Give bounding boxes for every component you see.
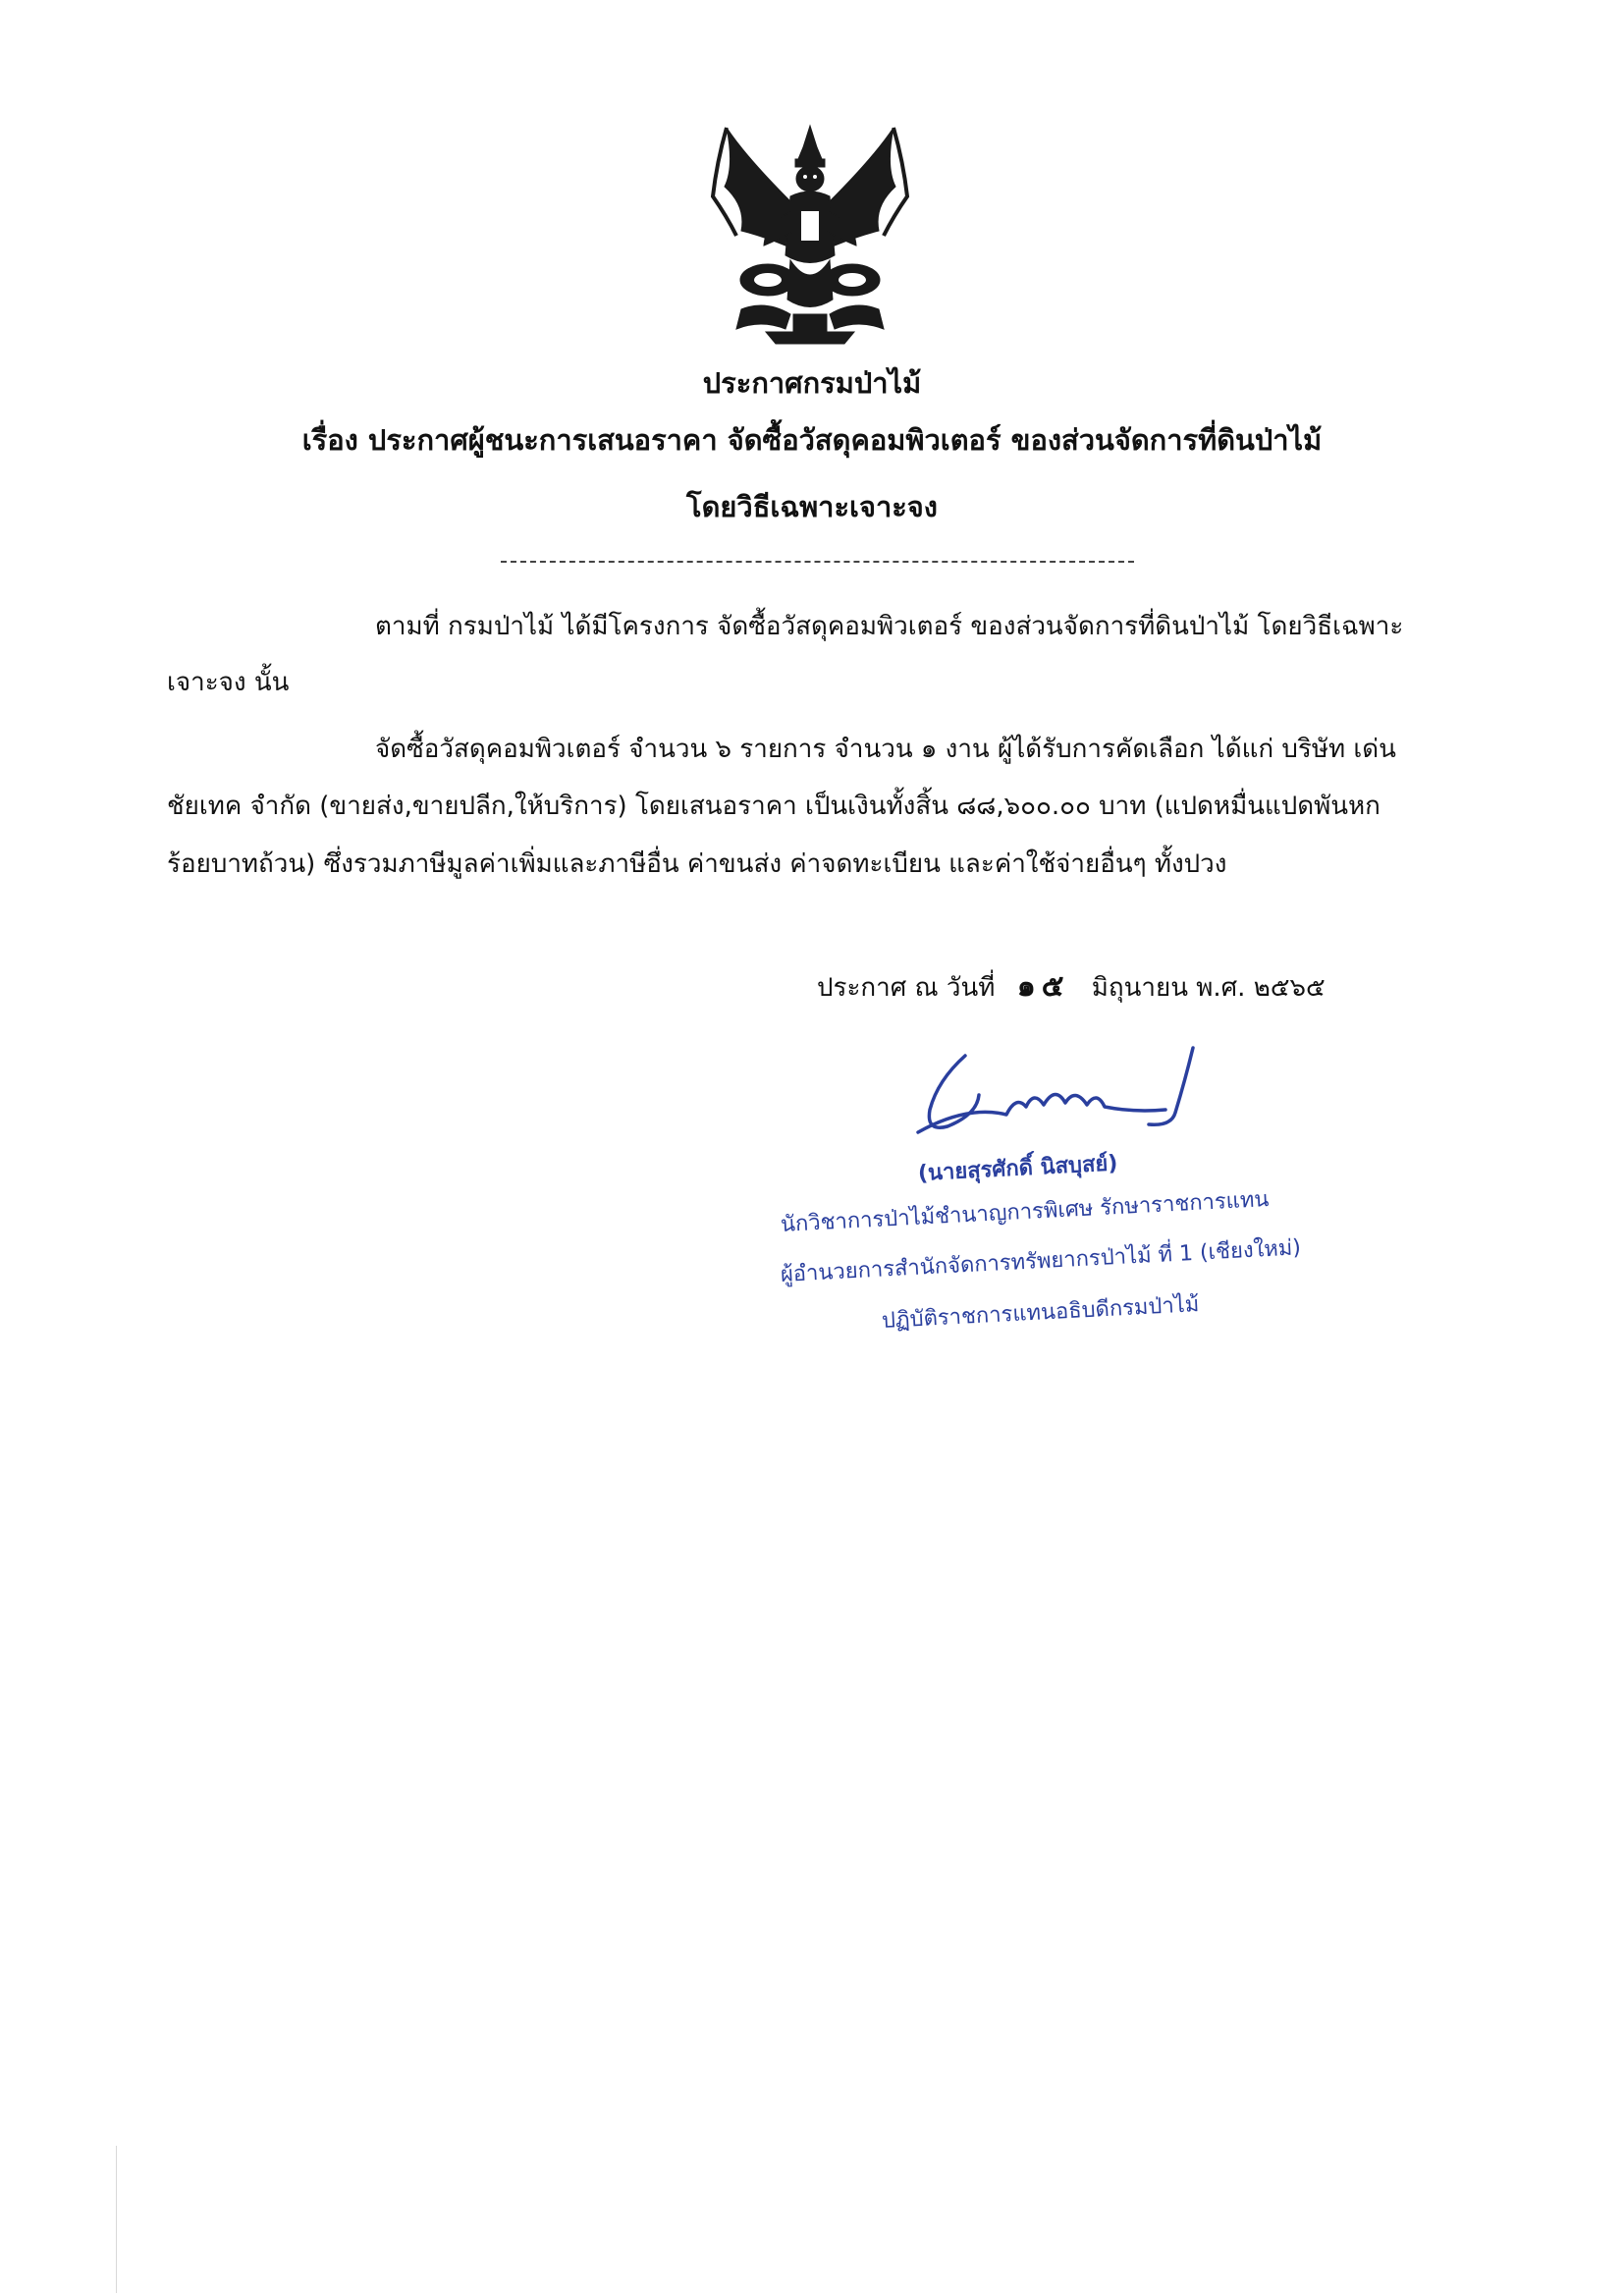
document-subject: เรื่อง ประกาศผู้ชนะการเสนอราคา จัดซื้อวัสดุคอมพิวเตอร์ ของส่วนจัดการที่ดินป่าไม้ (301, 423, 1323, 457)
date-month-year: มิถุนายน พ.ศ. ๒๕๖๕ (1091, 973, 1326, 1003)
paragraph-1-line-2: เจาะจง นั้น (167, 668, 290, 697)
header-divider (501, 561, 1134, 563)
garuda-emblem-icon (707, 118, 913, 349)
paragraph-2-line-2: ชัยเทค จำกัด (ขายส่ง,ขายปลีก,ให้บริการ) โดยเสนอราคา เป็นเงินทั้งสิ้น ๘๘,๖๐๐.๐๐ บาท (แปดหมื่นแปดพันหก (167, 792, 1380, 821)
announcement-date (817, 969, 1326, 1006)
paragraph-2-line-1: จัดซื้อวัสดุคอมพิวเตอร์ จำนวน ๖ รายการ จำนวน ๑ งาน ผู้ได้รับการคัดเลือก ได้แก่ บริษัท เด่น (375, 735, 1396, 764)
procurement-method: โดยวิธีเฉพาะเจาะจง (686, 490, 938, 523)
paragraph-2-line-3: ร้อยบาทถ้วน) ซึ่งรวมภาษีมูลค่าเพิ่มและภาษีอื่น ค่าขนส่ง ค่าจดทะเบียน และค่าใช้จ่ายอื่นๆ ทั้งปวง (167, 849, 1227, 879)
signer-position-1: นักวิชาการป่าไม้ชำนาญการพิเศษ รักษาราชการแทน (780, 1186, 1271, 1237)
date-prefix: ประกาศ ณ วันที่ (817, 973, 996, 1003)
signer-name: (นายสุรศักดิ์ นิสบุสย์) (917, 1151, 1118, 1186)
document-title: ประกาศกรมป่าไม้ (702, 366, 922, 400)
scan-edge-line (116, 2146, 117, 2293)
signer-position-2: ผู้อำนวยการสำนักจัดการทรัพยากรป่าไม้ ที่ 1 (เชียงใหม่) (780, 1235, 1302, 1287)
date-day: ๑๕ (1016, 969, 1070, 1004)
handwritten-signature (908, 1036, 1252, 1164)
signer-position-3: ปฏิบัติราชการแทนอธิบดีกรมป่าไม้ (881, 1292, 1200, 1334)
paragraph-1-line-1: ตามที่ กรมป่าไม้ ได้มีโครงการ จัดซื้อวัสดุคอมพิวเตอร์ ของส่วนจัดการที่ดินป่าไม้ โดยวิธีเฉพาะ (375, 612, 1404, 641)
